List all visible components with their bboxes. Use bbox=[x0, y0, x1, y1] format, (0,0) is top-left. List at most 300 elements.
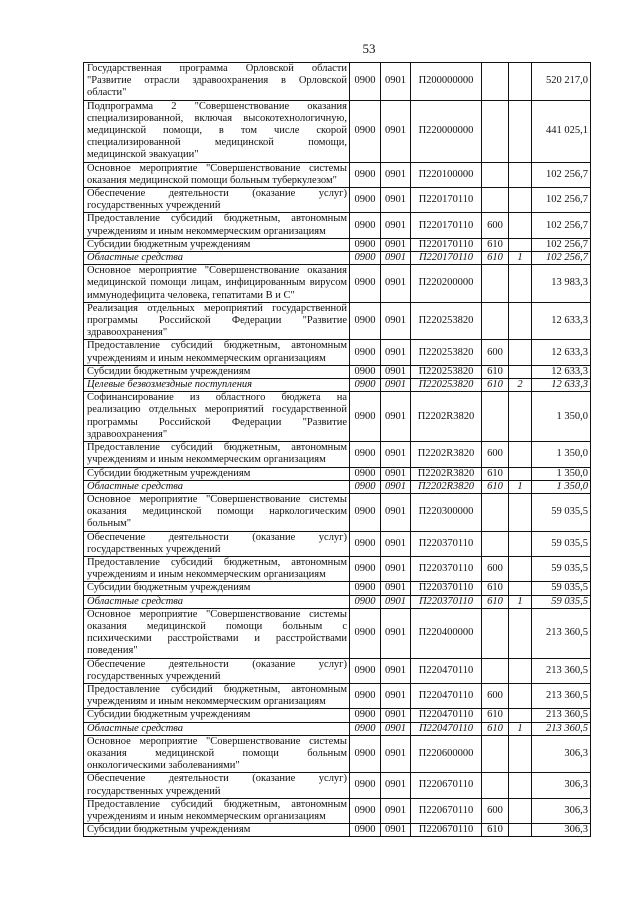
department-code-cell: 0900 bbox=[350, 608, 381, 658]
funding-source-cell bbox=[509, 162, 532, 187]
target-article-cell: П220470110 bbox=[411, 658, 482, 683]
expense-type-cell: 610 bbox=[482, 824, 509, 837]
item-name-line: оказания медицинской помощи наркологическим bbox=[87, 506, 347, 518]
item-name-cell bbox=[84, 238, 350, 251]
section-code-cell: 0901 bbox=[381, 392, 411, 442]
amount-cell: 102 256,7 bbox=[532, 188, 591, 213]
funding-source-cell: 1 bbox=[509, 480, 532, 493]
amount-cell: 12 633,3 bbox=[532, 365, 591, 378]
department-code-cell: 0900 bbox=[350, 392, 381, 442]
department-code-cell: 0900 bbox=[350, 265, 381, 303]
target-article-cell: П200000000 bbox=[411, 63, 482, 101]
section-code-cell: 0901 bbox=[381, 238, 411, 251]
expense-type-cell bbox=[482, 658, 509, 683]
item-name-cell bbox=[84, 722, 350, 735]
section-code-cell: 0901 bbox=[381, 100, 411, 162]
department-code-cell: 0900 bbox=[350, 442, 381, 467]
department-code-cell: 0900 bbox=[350, 531, 381, 556]
funding-source-cell bbox=[509, 265, 532, 303]
item-name-line: Основное мероприятие "Совершенствование системы bbox=[87, 735, 347, 747]
item-name-cell bbox=[84, 773, 350, 798]
target-article-cell: П220100000 bbox=[411, 162, 482, 187]
funding-source-cell bbox=[509, 531, 532, 556]
target-article-cell: П220370110 bbox=[411, 556, 482, 581]
department-code-cell: 0900 bbox=[350, 252, 381, 265]
amount-cell: 12 633,3 bbox=[532, 302, 591, 340]
expense-type-cell: 610 bbox=[482, 365, 509, 378]
target-article-cell: П220670110 bbox=[411, 798, 482, 823]
table-row bbox=[84, 709, 591, 722]
section-code-cell: 0901 bbox=[381, 467, 411, 480]
table-row bbox=[84, 798, 591, 823]
amount-cell: 1 350,0 bbox=[532, 392, 591, 442]
target-article-cell: П220200000 bbox=[411, 265, 482, 303]
item-name-line: Реализация отдельных мероприятий государственной bbox=[87, 302, 347, 314]
section-code-cell: 0901 bbox=[381, 824, 411, 837]
table-row bbox=[84, 392, 591, 442]
item-name-cell bbox=[84, 340, 350, 365]
expense-type-cell: 610 bbox=[482, 238, 509, 251]
department-code-cell: 0900 bbox=[350, 595, 381, 608]
target-article-cell: П220253820 bbox=[411, 379, 482, 392]
item-name-cell bbox=[84, 608, 350, 658]
item-name-cell bbox=[84, 188, 350, 213]
funding-source-cell bbox=[509, 467, 532, 480]
item-name-line: специализированной, включая высокотехнологичную, bbox=[87, 112, 347, 124]
table-row bbox=[84, 252, 591, 265]
budget-table bbox=[83, 62, 591, 837]
item-name-line: медицинской помощи, в том числе скорой bbox=[87, 125, 347, 137]
funding-source-cell bbox=[509, 340, 532, 365]
funding-source-cell bbox=[509, 188, 532, 213]
expense-type-cell: 600 bbox=[482, 683, 509, 708]
table-row bbox=[84, 162, 591, 187]
item-name-line: Предоставление субсидий бюджетным, автономным bbox=[87, 213, 347, 225]
amount-cell: 306,3 bbox=[532, 773, 591, 798]
item-name-line: Основное мероприятие "Совершенствование системы bbox=[87, 493, 347, 505]
section-code-cell: 0901 bbox=[381, 531, 411, 556]
department-code-cell: 0900 bbox=[350, 493, 381, 531]
funding-source-cell bbox=[509, 100, 532, 162]
item-name-line: Основное мероприятие "Совершенствование оказания bbox=[87, 265, 347, 277]
item-name-cell bbox=[84, 252, 350, 265]
amount-cell: 102 256,7 bbox=[532, 162, 591, 187]
amount-cell: 102 256,7 bbox=[532, 238, 591, 251]
target-article-cell: П220470110 bbox=[411, 709, 482, 722]
section-code-cell: 0901 bbox=[381, 442, 411, 467]
expense-type-cell: 610 bbox=[482, 480, 509, 493]
section-code-cell: 0901 bbox=[381, 773, 411, 798]
item-name-line: иммунодефицита человека, гепатитами В и С" bbox=[87, 289, 295, 301]
section-code-cell: 0901 bbox=[381, 582, 411, 595]
table-row bbox=[84, 493, 591, 531]
department-code-cell: 0900 bbox=[350, 213, 381, 238]
item-name-line: Субсидии бюджетным учреждениям bbox=[87, 467, 251, 479]
target-article-cell: П220470110 bbox=[411, 683, 482, 708]
funding-source-cell bbox=[509, 773, 532, 798]
item-name-line: Подпрограмма 2 "Совершенствование оказания bbox=[87, 100, 347, 112]
amount-cell: 213 360,5 bbox=[532, 658, 591, 683]
department-code-cell: 0900 bbox=[350, 100, 381, 162]
amount-cell: 12 633,3 bbox=[532, 379, 591, 392]
item-name-line: государственных учреждений bbox=[87, 670, 221, 682]
table-row bbox=[84, 467, 591, 480]
funding-source-cell bbox=[509, 798, 532, 823]
target-article-cell: П220670110 bbox=[411, 773, 482, 798]
department-code-cell: 0900 bbox=[350, 365, 381, 378]
section-code-cell: 0901 bbox=[381, 188, 411, 213]
department-code-cell: 0900 bbox=[350, 556, 381, 581]
table-row bbox=[84, 265, 591, 303]
funding-source-cell bbox=[509, 392, 532, 442]
expense-type-cell: 600 bbox=[482, 442, 509, 467]
department-code-cell: 0900 bbox=[350, 302, 381, 340]
item-name-cell bbox=[84, 379, 350, 392]
table-row bbox=[84, 773, 591, 798]
amount-cell: 13 983,3 bbox=[532, 265, 591, 303]
expense-type-cell: 600 bbox=[482, 798, 509, 823]
item-name-line: Предоставление субсидий бюджетным, автономным bbox=[87, 798, 347, 810]
funding-source-cell bbox=[509, 709, 532, 722]
section-code-cell: 0901 bbox=[381, 365, 411, 378]
item-name-line: Целевые безвозмездные поступления bbox=[87, 379, 253, 391]
item-name-cell bbox=[84, 63, 350, 101]
amount-cell: 102 256,7 bbox=[532, 252, 591, 265]
funding-source-cell bbox=[509, 735, 532, 773]
section-code-cell: 0901 bbox=[381, 63, 411, 101]
item-name-line: Областные средства bbox=[87, 252, 184, 264]
table-row bbox=[84, 683, 591, 708]
funding-source-cell: 2 bbox=[509, 379, 532, 392]
section-code-cell: 0901 bbox=[381, 608, 411, 658]
expense-type-cell bbox=[482, 302, 509, 340]
item-name-cell bbox=[84, 798, 350, 823]
target-article-cell: П220253820 bbox=[411, 365, 482, 378]
item-name-line: учреждениям и иным некоммерческим организациям bbox=[87, 225, 326, 237]
item-name-line: онкологическими заболеваниями" bbox=[87, 760, 240, 772]
item-name-line: учреждениям и иным некоммерческим организациям bbox=[87, 569, 326, 581]
target-article-cell: П220400000 bbox=[411, 608, 482, 658]
expense-type-cell bbox=[482, 773, 509, 798]
item-name-line: Обеспечение деятельности (оказание услуг) bbox=[87, 531, 347, 543]
expense-type-cell: 610 bbox=[482, 252, 509, 265]
funding-source-cell bbox=[509, 493, 532, 531]
item-name-line: медицинской помощи лицам, инфицированным вирусом bbox=[87, 277, 347, 289]
funding-source-cell: 1 bbox=[509, 722, 532, 735]
target-article-cell: П220000000 bbox=[411, 100, 482, 162]
department-code-cell: 0900 bbox=[350, 683, 381, 708]
item-name-line: государственных учреждений bbox=[87, 785, 221, 797]
funding-source-cell bbox=[509, 608, 532, 658]
item-name-line: программы Российской Федерации "Развитие bbox=[87, 315, 347, 327]
item-name-line: медицинской эвакуации" bbox=[87, 149, 199, 161]
target-article-cell: П220370110 bbox=[411, 582, 482, 595]
page-number: 53 bbox=[362, 41, 376, 56]
amount-cell: 1 350,0 bbox=[532, 467, 591, 480]
department-code-cell: 0900 bbox=[350, 238, 381, 251]
target-article-cell: П220370110 bbox=[411, 531, 482, 556]
expense-type-cell bbox=[482, 63, 509, 101]
funding-source-cell bbox=[509, 824, 532, 837]
amount-cell: 213 360,5 bbox=[532, 722, 591, 735]
expense-type-cell bbox=[482, 162, 509, 187]
expense-type-cell: 610 bbox=[482, 722, 509, 735]
expense-type-cell bbox=[482, 100, 509, 162]
item-name-cell bbox=[84, 556, 350, 581]
amount-cell: 59 035,5 bbox=[532, 582, 591, 595]
target-article-cell: П220300000 bbox=[411, 493, 482, 531]
section-code-cell: 0901 bbox=[381, 302, 411, 340]
expense-type-cell: 610 bbox=[482, 467, 509, 480]
table-row bbox=[84, 658, 591, 683]
department-code-cell: 0900 bbox=[350, 722, 381, 735]
item-name-line: учреждениям и иным некоммерческим организациям bbox=[87, 696, 326, 708]
amount-cell: 102 256,7 bbox=[532, 213, 591, 238]
department-code-cell: 0900 bbox=[350, 188, 381, 213]
expense-type-cell bbox=[482, 531, 509, 556]
item-name-cell bbox=[84, 709, 350, 722]
item-name-line: Субсидии бюджетным учреждениям bbox=[87, 824, 251, 836]
item-name-line: Обеспечение деятельности (оказание услуг) bbox=[87, 658, 347, 670]
item-name-line: Основное мероприятие "Совершенствование системы bbox=[87, 608, 347, 620]
item-name-line: Субсидии бюджетным учреждениям bbox=[87, 365, 251, 377]
item-name-line: государственных учреждений bbox=[87, 543, 221, 555]
funding-source-cell bbox=[509, 556, 532, 581]
table-row bbox=[84, 213, 591, 238]
item-name-cell bbox=[84, 100, 350, 162]
item-name-line: Предоставление субсидий бюджетным, автономным bbox=[87, 442, 347, 454]
table-row bbox=[84, 531, 591, 556]
amount-cell: 213 360,5 bbox=[532, 709, 591, 722]
funding-source-cell bbox=[509, 365, 532, 378]
section-code-cell: 0901 bbox=[381, 658, 411, 683]
item-name-line: Областные средства bbox=[87, 722, 184, 734]
department-code-cell: 0900 bbox=[350, 480, 381, 493]
item-name-cell bbox=[84, 735, 350, 773]
section-code-cell: 0901 bbox=[381, 265, 411, 303]
item-name-cell bbox=[84, 493, 350, 531]
table-row bbox=[84, 595, 591, 608]
table-row bbox=[84, 302, 591, 340]
amount-cell: 441 025,1 bbox=[532, 100, 591, 162]
item-name-line: учреждениям и иным некоммерческим организациям bbox=[87, 352, 326, 364]
section-code-cell: 0901 bbox=[381, 683, 411, 708]
item-name-cell bbox=[84, 442, 350, 467]
table-row bbox=[84, 100, 591, 162]
amount-cell: 213 360,5 bbox=[532, 608, 591, 658]
department-code-cell: 0900 bbox=[350, 63, 381, 101]
item-name-cell bbox=[84, 365, 350, 378]
target-article-cell: П220600000 bbox=[411, 735, 482, 773]
table-row bbox=[84, 340, 591, 365]
amount-cell: 306,3 bbox=[532, 824, 591, 837]
item-name-line: государственных учреждений bbox=[87, 200, 221, 212]
expense-type-cell: 600 bbox=[482, 556, 509, 581]
item-name-line: психическими расстройствами и расстройствами bbox=[87, 633, 347, 645]
section-code-cell: 0901 bbox=[381, 709, 411, 722]
item-name-line: Предоставление субсидий бюджетным, автономным bbox=[87, 683, 347, 695]
funding-source-cell bbox=[509, 302, 532, 340]
funding-source-cell bbox=[509, 658, 532, 683]
item-name-line: Основное мероприятие "Совершенствование системы bbox=[87, 162, 347, 174]
section-code-cell: 0901 bbox=[381, 493, 411, 531]
section-code-cell: 0901 bbox=[381, 595, 411, 608]
amount-cell: 59 035,5 bbox=[532, 531, 591, 556]
target-article-cell: П220253820 bbox=[411, 302, 482, 340]
item-name-cell bbox=[84, 658, 350, 683]
department-code-cell: 0900 bbox=[350, 824, 381, 837]
department-code-cell: 0900 bbox=[350, 162, 381, 187]
item-name-line: Областные средства bbox=[87, 480, 184, 492]
expense-type-cell: 610 bbox=[482, 379, 509, 392]
item-name-line: области" bbox=[87, 87, 127, 99]
table-row bbox=[84, 379, 591, 392]
section-code-cell: 0901 bbox=[381, 480, 411, 493]
department-code-cell: 0900 bbox=[350, 735, 381, 773]
budget-table-body bbox=[84, 63, 591, 837]
section-code-cell: 0901 bbox=[381, 722, 411, 735]
amount-cell: 213 360,5 bbox=[532, 683, 591, 708]
department-code-cell: 0900 bbox=[350, 798, 381, 823]
target-article-cell: П220470110 bbox=[411, 722, 482, 735]
item-name-cell bbox=[84, 582, 350, 595]
item-name-cell bbox=[84, 595, 350, 608]
item-name-line: учреждениям и иным некоммерческим организациям bbox=[87, 810, 326, 822]
section-code-cell: 0901 bbox=[381, 252, 411, 265]
funding-source-cell: 1 bbox=[509, 595, 532, 608]
item-name-line: здравоохранения" bbox=[87, 428, 168, 440]
target-article-cell: П220170110 bbox=[411, 238, 482, 251]
table-row bbox=[84, 238, 591, 251]
item-name-line: больным" bbox=[87, 518, 132, 530]
item-name-line: Предоставление субсидий бюджетным, автономным bbox=[87, 556, 347, 568]
funding-source-cell bbox=[509, 582, 532, 595]
item-name-cell bbox=[84, 824, 350, 837]
table-row bbox=[84, 188, 591, 213]
funding-source-cell bbox=[509, 683, 532, 708]
target-article-cell: П2202R3820 bbox=[411, 442, 482, 467]
item-name-line: здравоохранения" bbox=[87, 327, 168, 339]
department-code-cell: 0900 bbox=[350, 773, 381, 798]
item-name-line: Областные средства bbox=[87, 595, 184, 607]
funding-source-cell bbox=[509, 213, 532, 238]
item-name-line: программы Российской Федерации "Развитие bbox=[87, 416, 347, 428]
item-name-cell bbox=[84, 683, 350, 708]
table-row bbox=[84, 480, 591, 493]
expense-type-cell bbox=[482, 608, 509, 658]
item-name-line: Обеспечение деятельности (оказание услуг) bbox=[87, 773, 347, 785]
item-name-cell bbox=[84, 265, 350, 303]
target-article-cell: П220370110 bbox=[411, 595, 482, 608]
amount-cell: 306,3 bbox=[532, 798, 591, 823]
item-name-line: Субсидии бюджетным учреждениям bbox=[87, 709, 251, 721]
item-name-line: Государственная программа Орловской области bbox=[87, 63, 347, 74]
table-row bbox=[84, 582, 591, 595]
target-article-cell: П220670110 bbox=[411, 824, 482, 837]
expense-type-cell bbox=[482, 392, 509, 442]
item-name-cell bbox=[84, 213, 350, 238]
item-name-line: учреждениям и иным некоммерческим организациям bbox=[87, 454, 326, 466]
section-code-cell: 0901 bbox=[381, 379, 411, 392]
item-name-line: специализированной медицинской помощи, bbox=[87, 137, 347, 149]
section-code-cell: 0901 bbox=[381, 556, 411, 581]
department-code-cell: 0900 bbox=[350, 709, 381, 722]
expense-type-cell: 610 bbox=[482, 595, 509, 608]
item-name-cell bbox=[84, 302, 350, 340]
target-article-cell: П2202R3820 bbox=[411, 392, 482, 442]
section-code-cell: 0901 bbox=[381, 162, 411, 187]
amount-cell: 12 633,3 bbox=[532, 340, 591, 365]
expense-type-cell: 600 bbox=[482, 340, 509, 365]
funding-source-cell bbox=[509, 238, 532, 251]
item-name-line: поведения" bbox=[87, 645, 138, 657]
item-name-line: Субсидии бюджетным учреждениям bbox=[87, 582, 251, 594]
item-name-line: Софинансирование из областного бюджета на bbox=[87, 392, 347, 404]
target-article-cell: П2202R3820 bbox=[411, 467, 482, 480]
item-name-line: "Развитие отрасли здравоохранения в Орловской bbox=[87, 75, 347, 87]
item-name-cell bbox=[84, 162, 350, 187]
amount-cell: 520 217,0 bbox=[532, 63, 591, 101]
expense-type-cell bbox=[482, 265, 509, 303]
table-row bbox=[84, 442, 591, 467]
section-code-cell: 0901 bbox=[381, 798, 411, 823]
amount-cell: 59 035,5 bbox=[532, 595, 591, 608]
expense-type-cell: 600 bbox=[482, 213, 509, 238]
department-code-cell: 0900 bbox=[350, 379, 381, 392]
funding-source-cell: 1 bbox=[509, 252, 532, 265]
item-name-cell bbox=[84, 467, 350, 480]
section-code-cell: 0901 bbox=[381, 735, 411, 773]
item-name-cell bbox=[84, 480, 350, 493]
funding-source-cell bbox=[509, 63, 532, 101]
section-code-cell: 0901 bbox=[381, 340, 411, 365]
item-name-line: Субсидии бюджетным учреждениям bbox=[87, 238, 251, 250]
item-name-line: Предоставление субсидий бюджетным, автономным bbox=[87, 340, 347, 352]
department-code-cell: 0900 bbox=[350, 340, 381, 365]
section-code-cell: 0901 bbox=[381, 213, 411, 238]
expense-type-cell: 610 bbox=[482, 709, 509, 722]
item-name-cell bbox=[84, 531, 350, 556]
item-name-line: оказания медицинской помощи больным bbox=[87, 747, 347, 759]
target-article-cell: П2202R3820 bbox=[411, 480, 482, 493]
department-code-cell: 0900 bbox=[350, 582, 381, 595]
table-row bbox=[84, 365, 591, 378]
table-row bbox=[84, 608, 591, 658]
expense-type-cell: 610 bbox=[482, 582, 509, 595]
expense-type-cell bbox=[482, 188, 509, 213]
funding-source-cell bbox=[509, 442, 532, 467]
table-row bbox=[84, 556, 591, 581]
item-name-line: реализацию отдельных мероприятий государственной bbox=[87, 404, 347, 416]
table-row bbox=[84, 824, 591, 837]
amount-cell: 59 035,5 bbox=[532, 493, 591, 531]
expense-type-cell bbox=[482, 735, 509, 773]
table-row bbox=[84, 735, 591, 773]
department-code-cell: 0900 bbox=[350, 658, 381, 683]
amount-cell: 306,3 bbox=[532, 735, 591, 773]
amount-cell: 1 350,0 bbox=[532, 480, 591, 493]
item-name-cell bbox=[84, 392, 350, 442]
amount-cell: 59 035,5 bbox=[532, 556, 591, 581]
item-name-line: Обеспечение деятельности (оказание услуг) bbox=[87, 188, 347, 200]
target-article-cell: П220170110 bbox=[411, 213, 482, 238]
table-row bbox=[84, 722, 591, 735]
department-code-cell: 0900 bbox=[350, 467, 381, 480]
target-article-cell: П220170110 bbox=[411, 252, 482, 265]
target-article-cell: П220170110 bbox=[411, 188, 482, 213]
item-name-line: оказания медицинской помощи больным туберкулезом" bbox=[87, 174, 337, 186]
table-row bbox=[84, 63, 591, 101]
